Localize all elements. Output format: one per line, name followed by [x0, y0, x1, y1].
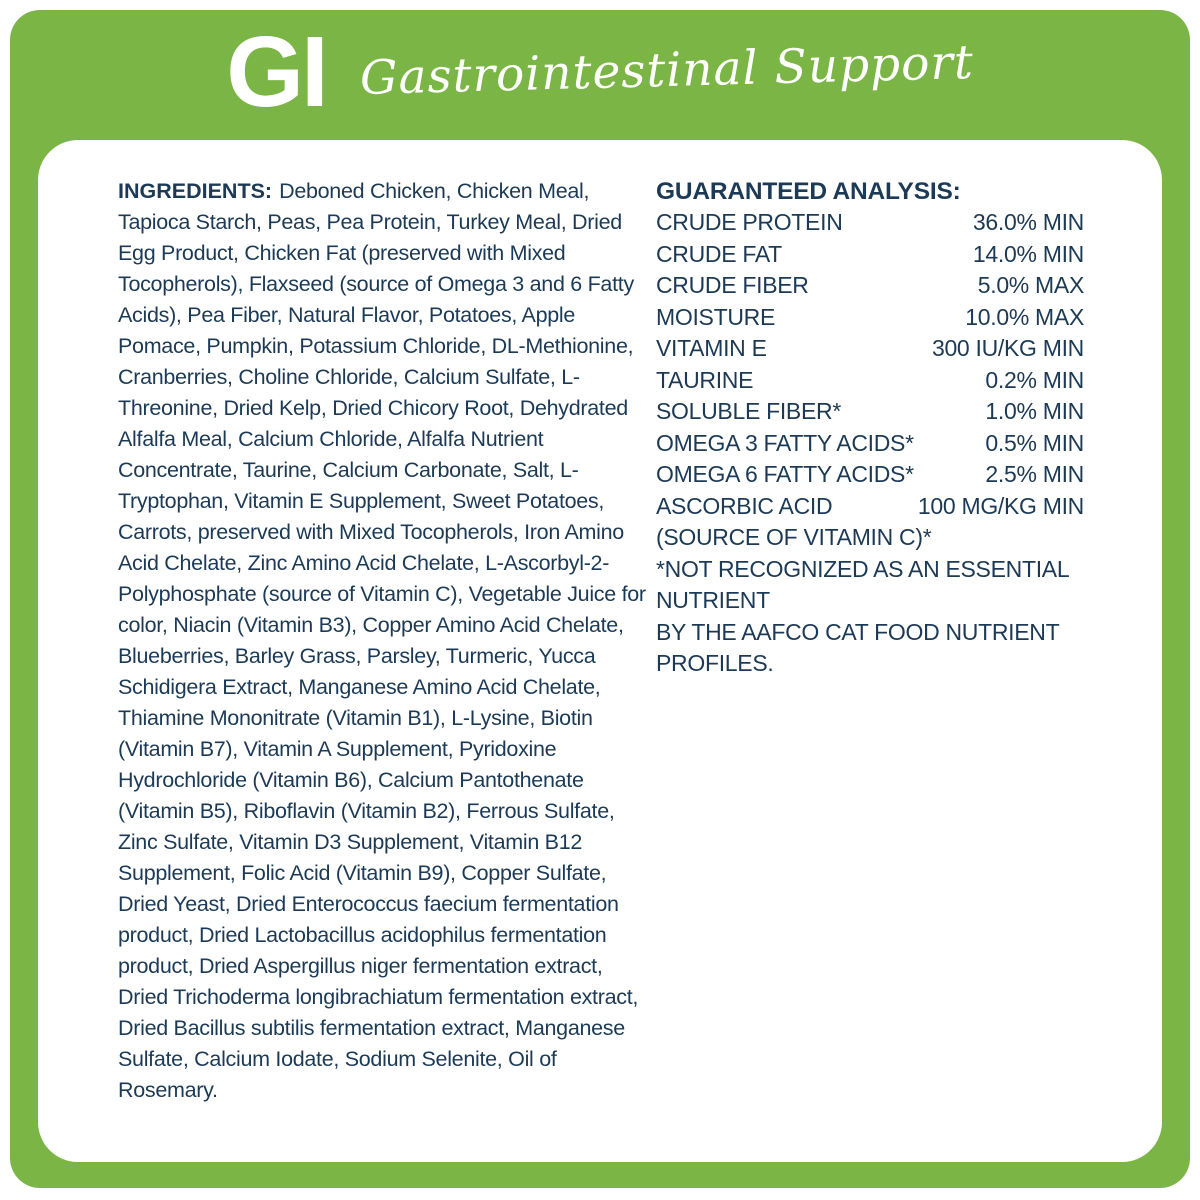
- nutrient-name: OMEGA 6 FATTY ACIDS*: [656, 461, 914, 487]
- label-header: [10, 10, 1190, 140]
- nutrient-name: SOLUBLE FIBER*: [656, 398, 841, 424]
- nutrient-name: TAURINE: [656, 366, 754, 393]
- table-row: [656, 428, 1084, 460]
- nutrient-name: CRUDE FAT: [656, 240, 782, 267]
- nutrient-name: VITAMIN E: [656, 335, 767, 361]
- aafco-footnote-line-2: BY THE AAFCO CAT FOOD NUTRIENT PROFILES.: [656, 618, 1059, 676]
- table-row: [656, 333, 1084, 365]
- nutrient-value: 100 MG/KG MIN: [917, 492, 1084, 519]
- ingredients-text: Deboned Chicken, Chicken Meal, Tapioca Starch, Peas, Pea Protein, Turkey Meal, Dried Egg Product, Chicken Fat (preserved with Mixed Tocopherols), Flaxseed (source of Omega 3 and 6 Fatty Acids), Pea Fiber, Natural Flavor, Potatoes, Apple Pomace, Pumpkin, Potassium Chloride, DL-Methionine, Cranberries, Choline Chloride, Calcium Sulfate, L-Threonine, Dried Kelp, Dried Chicory Root, Dehydrated Alfalfa Meal, Calcium Chloride, Alfalfa Nutrient Concentrate, Taurine, Calcium Carbonate, Salt, L-Tryptophan, Vitamin E Supplement, Sweet Potatoes, Carrots, preserved with Mixed Tocopherols, Iron Amino Acid Chelate, Zinc Amino Acid Chelate, L-Ascorbyl-2-Polyphosphate (source of Vitamin C), Vegetable Juice for color, Niacin (Vitamin B3), Copper Amino Acid Chelate, Blueberries, Barley Grass, Parsley, Turmeric, Yucca Schidigera Extract, Manganese Amino Acid Chelate, Thiamine Mononitrate (Vitamin B1), L-Lysine, Biotin (Vitamin B7), Vitamin A Supplement, Pyridoxine Hydrochloride (Vitamin B6), Calcium Pantothenate (Vitamin B5), Riboflavin (Vitamin B2), Ferrous Sulfate, Zinc Sulfate, Vitamin D3 Supplement, Vitamin B12 Supplement, Folic Acid (Vitamin B9), Copper Sulfate, Dried Yeast, Dried Enterococcus faecium fermentation product, Dried Lactobacillus acidophilus fermentation product, Dried Aspergillus niger fermentation extract, Dried Trichoderma longibrachiatum fermentation extract, Dried Bacillus subtilis fermentation extract, Manganese Sulfate, Calcium Iodate, Sodium Selenite, Oil of Rosemary.: [118, 179, 646, 1102]
- nutrient-value: 10.0% MAX: [965, 303, 1084, 330]
- table-row: [656, 239, 1084, 271]
- nutrient-value: 300 IU/KG MIN: [931, 335, 1084, 361]
- nutrient-name: CRUDE PROTEIN: [656, 209, 843, 235]
- table-row: [656, 365, 1084, 397]
- vitamin-c-source-note: (SOURCE OF VITAMIN C)*: [656, 524, 932, 550]
- label-title: Gastrointestinal Support: [359, 34, 975, 106]
- table-row: [656, 491, 1084, 523]
- nutrient-value: 36.0% MIN: [972, 209, 1084, 235]
- nutrient-value: 2.5% MIN: [985, 461, 1084, 487]
- gi-abbreviation: GI: [226, 16, 326, 128]
- guaranteed-analysis-table: [656, 207, 1084, 522]
- ingredients-column: [118, 176, 656, 1132]
- label-body-panel: [38, 140, 1162, 1162]
- guaranteed-analysis-column: [656, 176, 1124, 1132]
- nutrient-value: 5.0% MAX: [977, 272, 1084, 298]
- nutrient-name: MOISTURE: [656, 303, 775, 330]
- table-row: [656, 270, 1084, 302]
- nutrient-name: CRUDE FIBER: [656, 272, 809, 298]
- green-label-frame: [10, 10, 1190, 1188]
- nutrient-name: ASCORBIC ACID: [656, 492, 833, 519]
- table-row: [656, 207, 1084, 239]
- nutrient-value: 14.0% MIN: [972, 240, 1084, 267]
- ingredients-paragraph: [118, 176, 656, 1106]
- nutrient-value: 0.2% MIN: [985, 366, 1084, 393]
- nutrient-value: 1.0% MIN: [985, 398, 1084, 424]
- ingredients-label: INGREDIENTS:: [118, 179, 273, 203]
- table-row: [656, 396, 1084, 428]
- guaranteed-analysis-heading: GUARANTEED ANALYSIS:: [656, 178, 961, 205]
- nutrient-name: OMEGA 3 FATTY ACIDS*: [656, 429, 914, 456]
- table-row: [656, 459, 1084, 491]
- table-row: [656, 302, 1084, 334]
- aafco-footnote-line-1: *NOT RECOGNIZED AS AN ESSENTIAL NUTRIENT: [656, 555, 1069, 613]
- nutrient-value: 0.5% MIN: [985, 429, 1084, 456]
